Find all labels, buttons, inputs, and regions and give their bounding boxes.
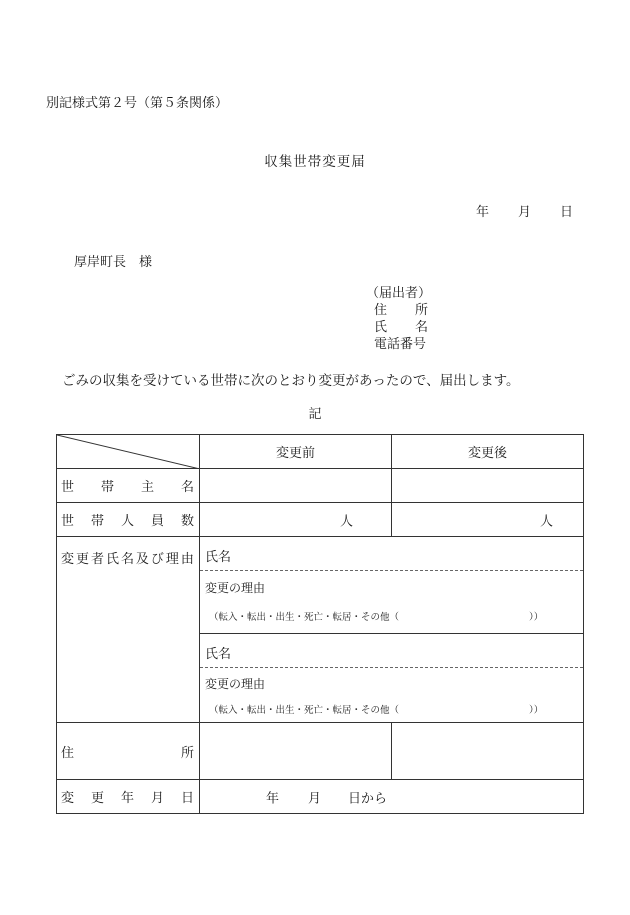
label-char: び [150, 552, 164, 567]
header-diagonal-cell [57, 435, 200, 469]
change-date-day-from-label: 日から [348, 791, 388, 806]
changer-1-name-field[interactable] [200, 537, 583, 571]
notifier-address-char-1: 住 [374, 303, 388, 318]
change-date-month-label: 月 [308, 791, 322, 806]
label-char: 変 [61, 552, 75, 567]
notifier-phone-label: 電話番号 [374, 337, 427, 352]
label-char: 所 [180, 745, 194, 761]
notifier-name-char-1: 氏 [374, 320, 388, 335]
label-char: 更 [90, 791, 104, 806]
notifier-address-char-2: 所 [415, 303, 429, 318]
column-header-before: 変更前 [200, 435, 392, 469]
form-number-label: 別記様式第２号（第５条関係） [46, 96, 229, 111]
row-label-address [57, 723, 200, 780]
label-char: 氏 [105, 552, 119, 567]
change-form-table [56, 434, 584, 814]
members-after-field[interactable] [392, 503, 584, 537]
changer-2-reason-field[interactable] [200, 668, 583, 722]
label-char: 及 [135, 552, 149, 567]
label-char: 変 [61, 791, 75, 806]
address-before-field[interactable] [200, 723, 392, 780]
label-char: 者 [90, 552, 104, 567]
label-char: 数 [180, 514, 194, 529]
change-date-field[interactable] [200, 780, 584, 814]
reason-close: ）） [529, 705, 544, 716]
row-label-changer [57, 537, 200, 723]
members-before-field[interactable] [200, 503, 392, 537]
notice-text: ごみの収集を受けている世帯に次のとおり変更があったので、届出します。 [62, 373, 520, 389]
date-year-label: 年 [476, 205, 490, 220]
label-char: 帯 [100, 480, 114, 495]
label-char: 月 [150, 791, 164, 806]
label-char: 帯 [90, 514, 104, 529]
label-char: 員 [150, 514, 164, 529]
row-label-head-of-household [57, 469, 200, 503]
reason-label: 変更の理由 [205, 677, 266, 691]
date-month-label: 月 [518, 205, 532, 220]
label-char: 人 [120, 514, 134, 529]
reason-close: ）） [529, 612, 544, 623]
head-name-after-field[interactable] [392, 469, 584, 503]
label-char: 更 [75, 552, 89, 567]
notifier-name-char-2: 名 [415, 320, 429, 335]
row-label-change-date [57, 780, 200, 814]
label-char: 世 [61, 514, 75, 529]
changer-2-name-field[interactable] [200, 634, 583, 668]
changer-1-reason-field[interactable] [200, 571, 583, 634]
changer-details-cell [200, 537, 584, 723]
reason-options: （転入・転出・出生・死亡・転居・その他（ [209, 705, 400, 716]
label-char: 世 [61, 480, 75, 495]
label-char: 年 [120, 791, 134, 806]
label-char: 名 [180, 480, 194, 495]
diagonal-line [57, 435, 200, 469]
column-header-after: 変更後 [392, 435, 584, 469]
ki-label: 記 [308, 407, 322, 422]
head-name-before-field[interactable] [200, 469, 392, 503]
reason-options: （転入・転出・出生・死亡・転居・その他（ [209, 612, 400, 623]
label-char: 名 [120, 552, 134, 567]
page-title: 収集世帯変更届 [264, 154, 366, 170]
unit-person-label: 人 [340, 514, 354, 529]
changer-name-label: 氏名 [205, 647, 232, 662]
unit-person-label: 人 [540, 514, 554, 529]
row-label-household-members [57, 503, 200, 537]
label-char: 住 [61, 745, 75, 761]
label-char: 理 [165, 552, 179, 567]
change-date-year-label: 年 [266, 791, 280, 806]
addressee: 厚岸町長 様 [74, 255, 153, 270]
date-day-label: 日 [560, 205, 574, 220]
reason-label: 変更の理由 [205, 581, 266, 595]
label-char: 由 [180, 552, 194, 567]
address-after-field[interactable] [392, 723, 584, 780]
label-char: 主 [140, 480, 154, 495]
label-char: 日 [180, 791, 194, 806]
changer-name-label: 氏名 [205, 550, 232, 565]
notifier-heading: （届出者） [366, 286, 432, 301]
